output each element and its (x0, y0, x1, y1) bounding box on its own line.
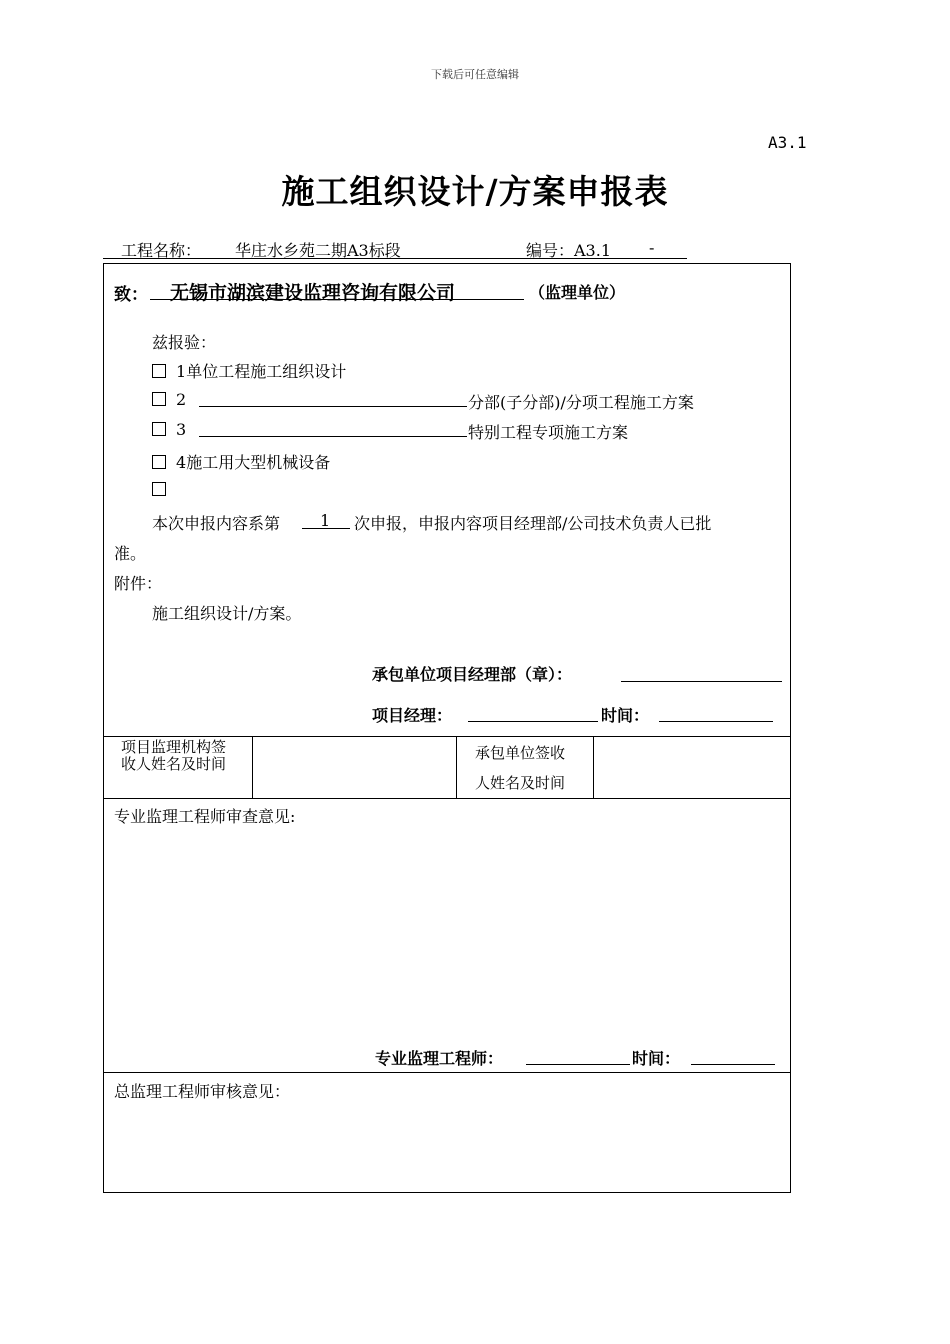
checklist-item-3: 3 (152, 420, 186, 439)
receipt-supervisor-line2: 收人姓名及时间 (121, 755, 227, 773)
project-number-label: 编号：A3.1 (526, 241, 612, 260)
checkbox-3[interactable] (152, 422, 166, 436)
to-prefix: 致： (114, 285, 148, 305)
supervisor-company: 无锡市湖滨建设监理咨询有限公司 (170, 282, 456, 304)
specialist-sign-label: 专业监理工程师： (375, 1049, 504, 1068)
project-name-label: 工程名称： (121, 241, 202, 260)
page-title: 施工组织设计/方案申报表 (281, 172, 669, 211)
receipt-contractor-line1: 承包单位签收 (475, 744, 566, 762)
item-3-text: 特别工程专项施工方案 (468, 423, 629, 442)
submission-count: 1 (320, 511, 331, 530)
checkbox-4[interactable] (152, 455, 166, 469)
pm-time-blank[interactable] (659, 721, 773, 722)
form-code: A3.1 (768, 133, 807, 152)
receipt-col-2 (456, 736, 457, 798)
application-form (103, 263, 791, 1193)
submission-after: 次申报，申报内容项目经理部/公司技术负责人已批 (354, 514, 712, 533)
project-number-suffix: - (649, 238, 655, 257)
project-info-row (103, 238, 687, 259)
checkbox-1[interactable] (152, 364, 166, 378)
specialist-review-label: 专业监理工程师审查意见: (114, 807, 296, 826)
checklist-item-1: 1单位工程施工组织设计 (152, 359, 346, 382)
submission-count-underline (302, 528, 350, 529)
checklist-item-5 (152, 480, 176, 499)
chief-review-label: 总监理工程师审核意见： (114, 1082, 291, 1101)
report-intro: 兹报验： (152, 333, 217, 352)
divider-chief (104, 1072, 790, 1073)
pm-label: 项目经理： (372, 706, 453, 725)
pm-blank[interactable] (468, 721, 598, 722)
divider-specialist (104, 798, 790, 799)
checkbox-5[interactable] (152, 482, 166, 496)
receipt-supervisor-line1: 项目监理机构签 (121, 738, 227, 756)
specialist-sign-blank[interactable] (526, 1064, 630, 1065)
project-name-value: 华庄水乡苑二期A3标段 (235, 241, 401, 260)
checkbox-2[interactable] (152, 392, 166, 406)
specialist-time-label: 时间： (632, 1049, 681, 1068)
submission-wrap: 准。 (114, 544, 147, 563)
contractor-dept-blank[interactable] (621, 681, 782, 682)
item-2-text: 分部(子分部)/分项工程施工方案 (468, 393, 694, 412)
supervisor-role: （监理单位） (529, 283, 626, 302)
submission-before: 本次申报内容系第 (152, 514, 281, 533)
receipt-col-3 (593, 736, 594, 798)
header-note: 下载后可任意编辑 (431, 68, 519, 81)
item-2-blank (199, 406, 467, 407)
attachment-text: 施工组织设计/方案。 (152, 604, 302, 623)
pm-time-label: 时间： (601, 706, 650, 725)
contractor-dept-label: 承包单位项目经理部（章）： (372, 665, 573, 684)
checklist-item-2: 2 (152, 390, 186, 409)
receipt-contractor-line2: 人姓名及时间 (475, 774, 566, 792)
checklist-item-4: 4施工用大型机械设备 (152, 450, 330, 473)
item-3-blank (199, 436, 467, 437)
receipt-col-1 (252, 736, 253, 798)
attachment-label: 附件： (114, 574, 163, 593)
company-underline (150, 299, 524, 300)
specialist-time-blank[interactable] (691, 1064, 775, 1065)
